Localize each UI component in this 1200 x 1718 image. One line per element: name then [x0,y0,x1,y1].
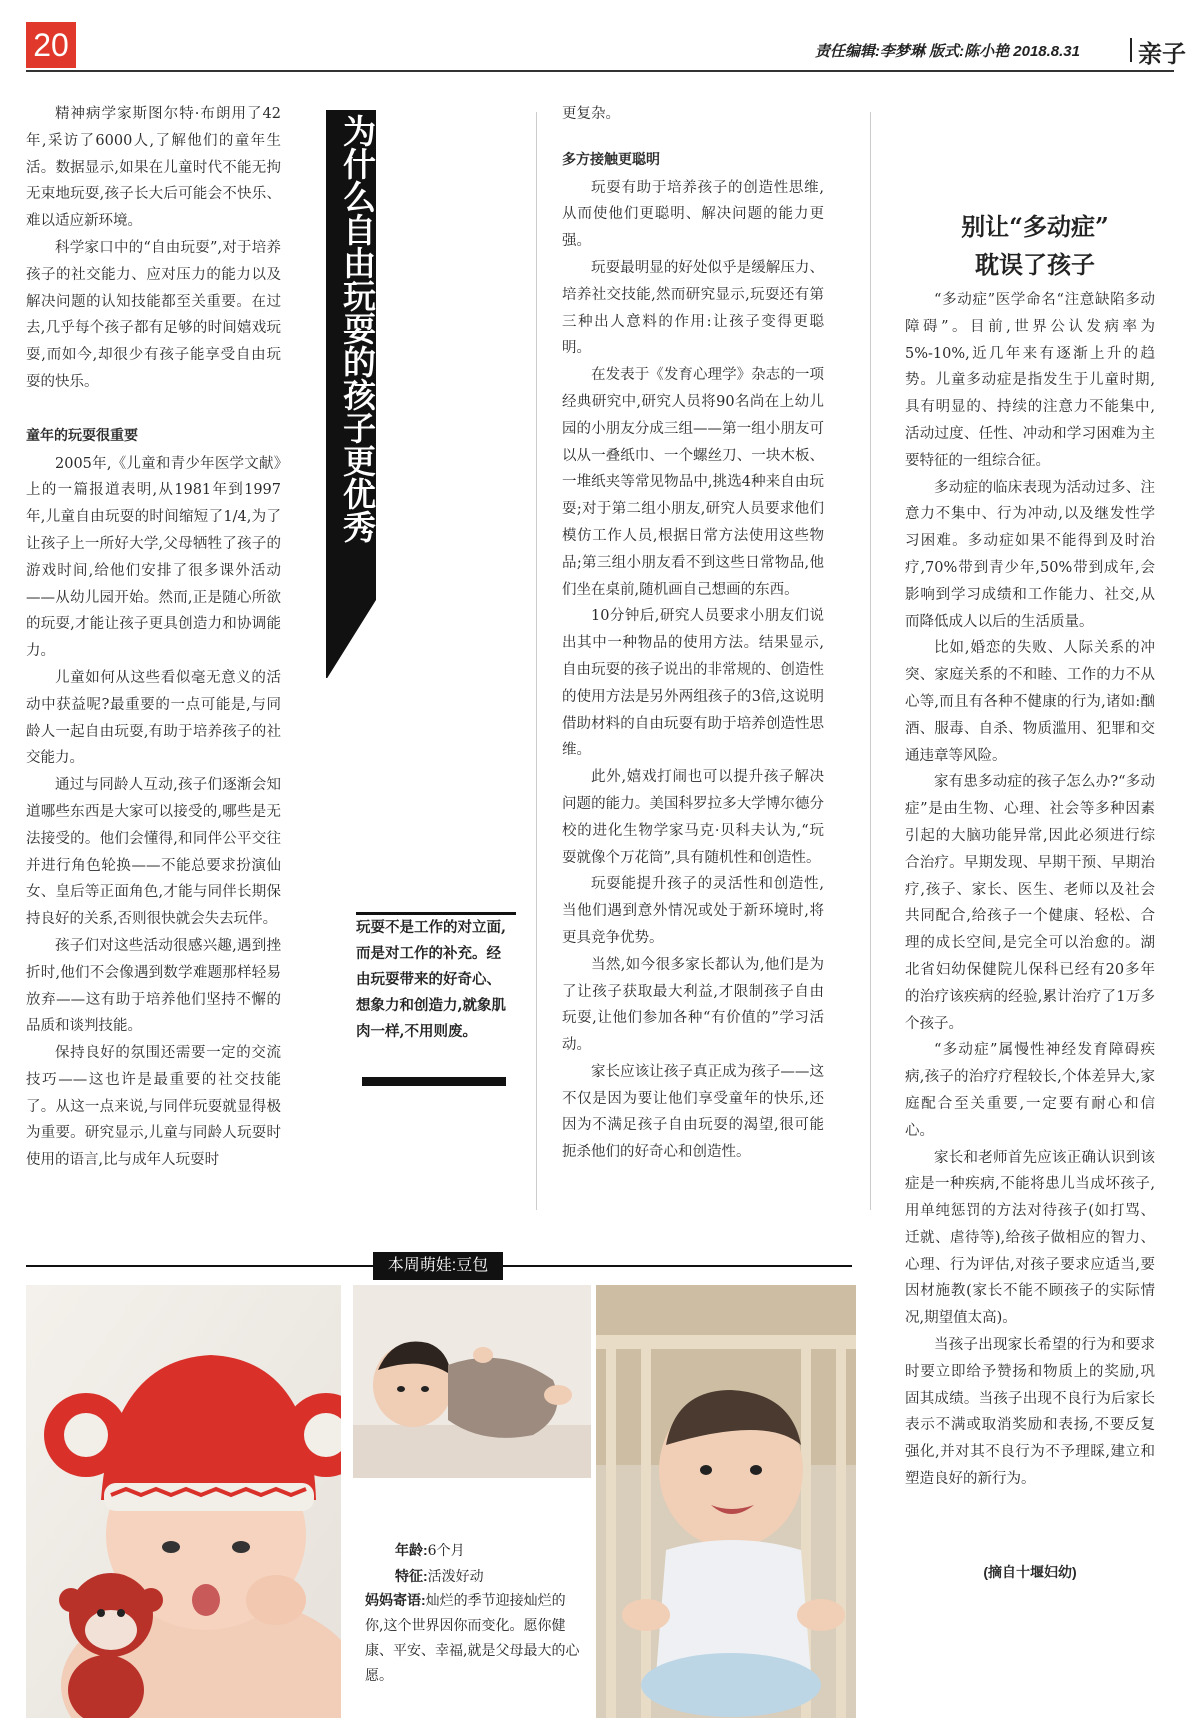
paragraph: 更复杂。 [562,106,620,122]
section-title: 亲子 [1138,41,1186,68]
paragraph: “多动症”医学命名“注意缺陷多动障碍”。目前,世界公认发病率为5%-10%,近几年来有逐渐上升的趋势。儿童多动症是指发生于儿童时期,具有明显的、持续的注意力不能集中,活动过度、任性、冲动和学习困难为主要特征的一组综合征。 [905,292,1155,469]
baby-trait [395,1564,580,1590]
subheading: 童年的玩耍很重要 [26,426,138,443]
message-text: 灿烂的季节迎接灿烂的你,这个世界因你而变化。愿你健康、平安、幸福,就是父母最大的心愿。 [365,1593,580,1684]
side-title-line-1: 别让“多动症” [961,212,1109,241]
side-article-title [905,208,1165,284]
paragraph: 玩耍最明显的好处似乎是缓解压力、培养社交技能,然而研究显示,玩耍还有第三种出人意料的作用:让孩子变得更聪明。 [562,259,824,357]
paragraph: 玩耍有助于培养孩子的创造性思维,从而使他们更聪明、解决问题的能力更强。 [562,179,824,250]
babies-section-label: 本周萌娃:豆包 [373,1252,503,1280]
banner-notch [326,600,376,680]
paragraph: 当孩子出现家长希望的行为和要求时要立即给予赞扬和物质上的奖励,巩固其成绩。当孩子出现不良行为后家长表示不满或取消奖励和表扬,不要反复强化,并对其不良行为不予理睬,建立和塑造良好的新行为。 [905,1337,1155,1488]
baby-photo-3 [596,1285,856,1718]
paragraph: “多动症”属慢性神经发育障碍疾病,孩子的治疗疗程较长,个体差异大,家庭配合至关重要,一定要有耐心和信心。 [905,1042,1155,1139]
paragraph: 比如,婚恋的失败、人际关系的冲突、家庭关系的不和睦、工作的力不从心等,而且有各种不健康的行为,诸如:酗酒、服毒、自杀、物质滥用、犯罪和交通违章等风险。 [905,640,1155,764]
paragraph: 通过与同龄人互动,孩子们逐渐会知道哪些东西是大家可以接受的,哪些是无法接受的。他们会懂得,和同伴公平交往并进行角色轮换——不能总要求扮演仙女、皇后等正面角色,才能与同伴长期保持良好的关系,否则很快就会失去玩伴。 [26,777,281,928]
age-label: 年龄: [395,1542,428,1558]
trait-value: 活泼好动 [427,1569,484,1585]
paragraph: 当然,如今很多家长都认为,他们是为了让孩子获取最大利益,才限制孩子自由玩耍,让他们参加各种“有价值的”学习活动。 [562,956,824,1054]
page-number: 20 [26,22,76,68]
paragraph: 儿童如何从这些看似毫无意义的活动中获益呢?最重要的一点可能是,与同龄人一起自由玩耍,有助于培养孩子的社交能力。 [26,669,281,767]
pull-quote-bar [362,1077,506,1086]
header-rule [26,70,1174,72]
editor-credits: 责任编辑:李梦琳 版式:陈小艳 2018.8.31 [814,43,1080,60]
paragraph: 此外,嬉戏打闹也可以提升孩子解决问题的能力。美国科罗拉多大学博尔德分校的进化生物学家马克·贝科夫认为,“玩耍就像个万花筒”,具有随机性和创造性。 [562,769,824,866]
side-title-line-2: 耽误了孩子 [975,250,1095,279]
paragraph: 科学家口中的“自由玩耍”,对于培养孩子的社交能力、应对压力的能力以及解决问题的认知技能都至关重要。在过去,几乎每个孩子都有足够的时间嬉戏玩耍,而如今,却很少有孩子能享受自由玩耍的快乐。 [26,239,281,390]
pull-quote: 玩耍不是工作的对立面,而是对工作的补充。经由玩耍带来的好奇心、想象力和创造力,就象肌肉一样,不用则废。 [356,919,507,1040]
baby-info [395,1538,580,1590]
age-value: 6个月 [427,1543,465,1559]
paragraph: 家长应该让孩子真正成为孩子——这不仅是因为要让他们享受童年的快乐,还因为不满足孩子自由玩耍的渴望,很可能扼杀他们的好奇心和创造性。 [562,1063,824,1161]
paragraph: 家长和老师首先应该正确认识到该症是一种疾病,不能将患儿当成坏孩子,用单纯惩罚的方法对待孩子(如打骂、迁就、虐待等),给孩子做相应的智力、心理、行为评估,对孩子要求应适当,要因材施教(家长不能不顾孩子的实际情况,期望值太高)。 [905,1149,1155,1327]
paragraph: 在发表于《发育心理学》杂志的一项经典研究中,研究人员将90名尚在上幼儿园的小朋友分成三组——第一组小朋友可以从一叠纸巾、一个螺丝刀、一块木板、一堆纸夹等常见物品中,挑选4种来自由玩耍;对于第二组小朋友,研究人员要求他们模仿工作人员,根据日常方法使用这些物品;第三组小朋友看不到这些日常物品,他们坐在桌前,随机画自己想画的东西。 [562,367,824,598]
message-label: 妈妈寄语: [365,1592,426,1608]
header-divider [1130,38,1132,62]
paragraph: 玩耍能提升孩子的灵活性和创造性,当他们遇到意外情况或处于新环境时,将更具竞争优势。 [562,876,824,946]
article-column-2 [562,101,824,1166]
paragraph: 10分钟后,研究人员要求小朋友们说出其中一种物品的使用方法。结果显示,自由玩耍的孩子说出的非常规的、创造性的使用方法是另外两组孩子的3倍,这说明借助材料的自由玩耍有助于培养创造性思维。 [562,608,824,759]
paragraph: 精神病学家斯图尔特·布朗用了42年,采访了6000人,了解他们的童年生活。数据显示,如果在儿童时代不能无拘无束地玩耍,孩子长大后可能会不快乐、难以适应新环境。 [26,106,281,230]
baby-photo-1 [26,1285,341,1718]
paragraph: 孩子们对这些活动很感兴趣,遇到挫折时,他们不会像遇到数学难题那样轻易放弃——这有助于培养他们坚持不懈的品质和谈判技能。 [26,937,281,1035]
article-column-3 [905,287,1155,1493]
paragraph: 2005年,《儿童和青少年医学文献》上的一篇报道表明,从1981年到1997年,儿童自由玩耍的时间缩短了1/4,为了让孩子上一所好大学,父母牺牲了孩子的游戏时间,给他们安排了很多课外活动——从幼儿园开始。然而,正是随心所欲的玩耍,才能让孩子更具创造力和协调能力。 [26,455,281,660]
source-credit: (摘自十堰妇幼) [983,1564,1077,1580]
column-divider [536,112,537,1210]
baby-photo-2 [353,1285,591,1478]
article-column-1 [26,101,281,1174]
paragraph: 家有患多动症的孩子怎么办?“多动症”是由生物、心理、社会等多种因素引起的大脑功能异常,因此必须进行综合治疗。早期发现、早期干预、早期治疗,孩子、家长、医生、老师以及社会共同配合,给孩子一个健康、轻松、合理的成长空间,是完全可以治愈的。湖北省妇幼保健院儿保科已经有20多年的治疗该疾病的经验,累计治疗了1万多个孩子。 [905,774,1155,1032]
paragraph: 保持良好的氛围还需要一定的交流技巧——这也许是最重要的社交技能了。从这一点来说,与同伴玩耍就显得极为重要。研究显示,儿童与同龄人玩耍时使用的语言,比与成年人玩耍时 [26,1045,281,1169]
subheading: 多方接触更聪明 [562,150,660,167]
baby-age [395,1538,580,1564]
paragraph: 多动症的临床表现为活动过多、注意力不集中、行为冲动,以及继发性学习困难。多动症如果不能得到及时治疗,70%带到青少年,50%带到成年,会影响到学习成绩和工作能力、社交,从而降低成人以后的生活质量。 [905,479,1155,630]
headline: 为什么自由玩耍的孩子更优秀 [338,114,377,543]
trait-label: 特征: [395,1568,428,1584]
mom-message [365,1588,583,1689]
column-divider [870,112,871,1210]
